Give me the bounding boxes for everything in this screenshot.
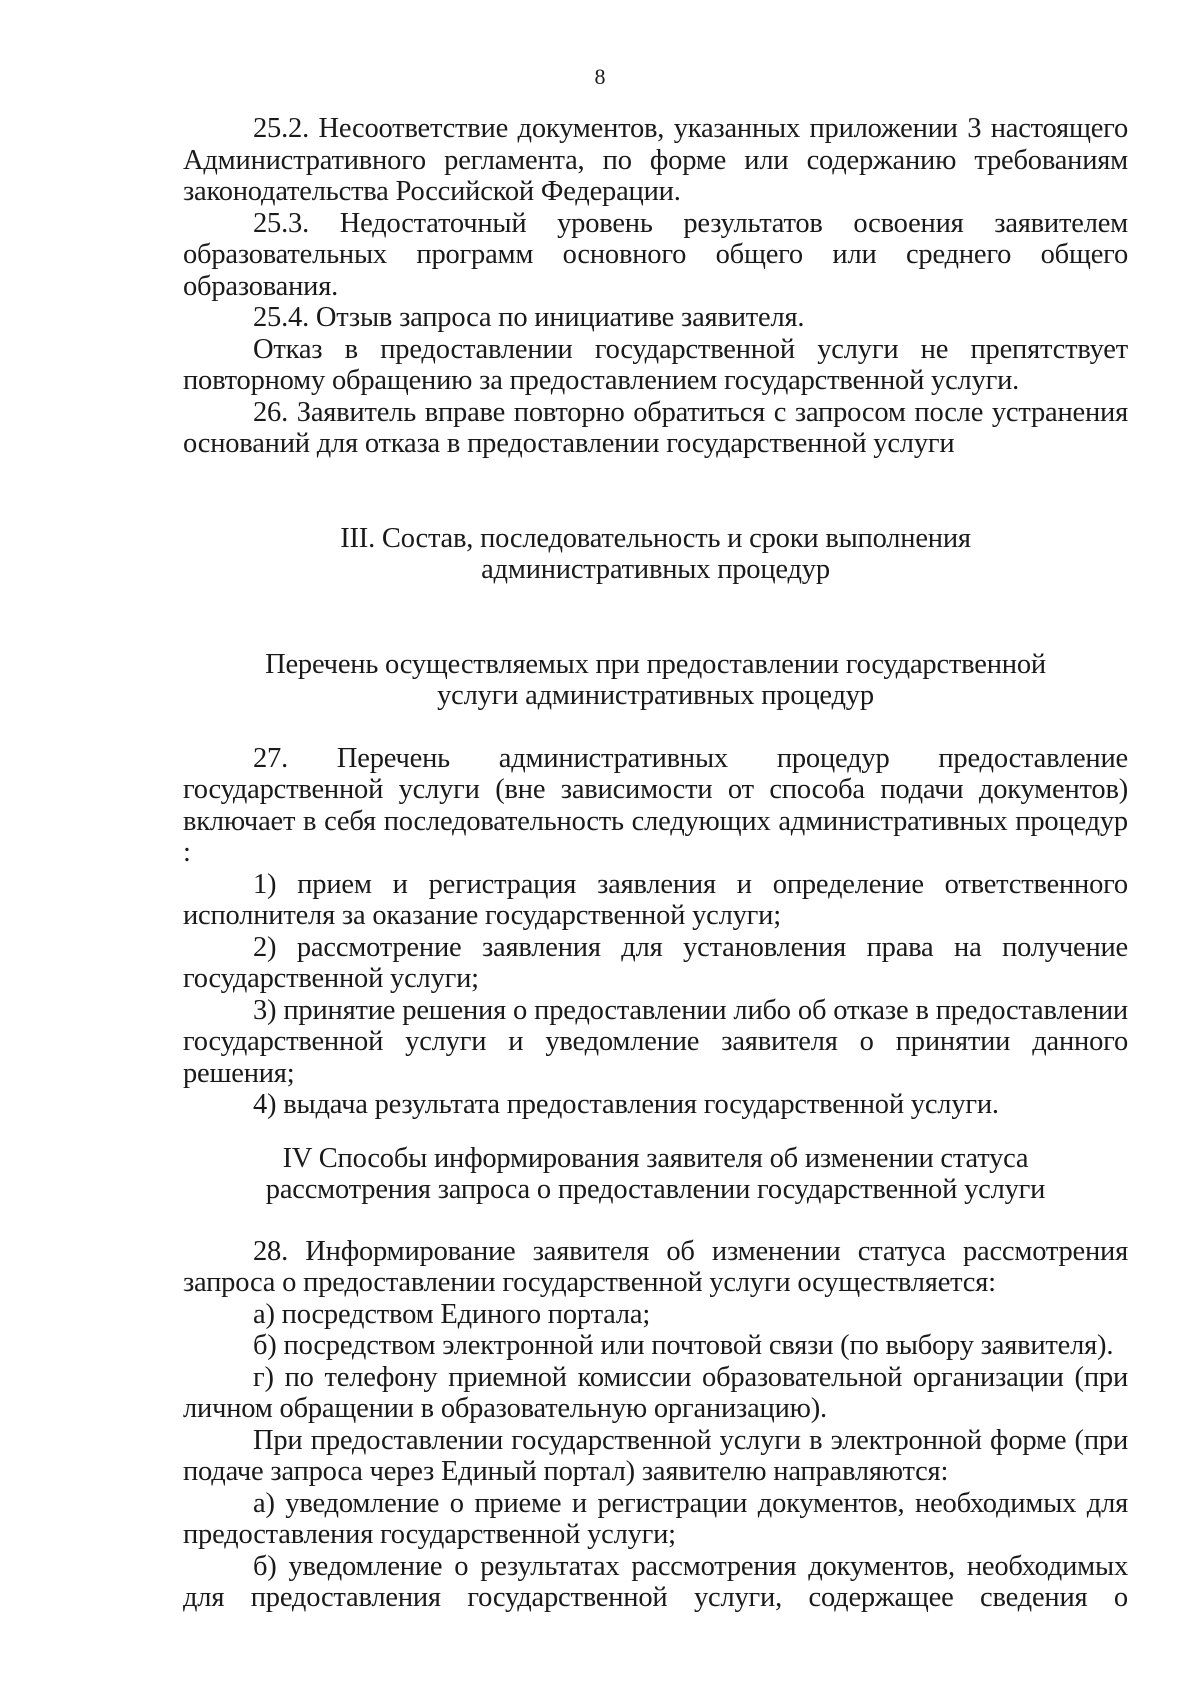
paragraph-27: 27. Перечень административных процедур предоставление государственной услуги (вне зависимости от способа подачи документов) включает в себя последовательность следующих административных процедур : [183,742,1128,868]
spacer [183,712,1128,743]
spacer [183,460,1128,523]
list-item-3: 3) принятие решения о предоставлении либо об отказе в предоставлении государственной услуги и уведомление заявителя о принятии данного решения; [183,994,1128,1089]
paragraph-25-3: 25.3. Недостаточный уровень результатов освоения заявителем образовательных программ основного общего или среднего общего образования. [183,207,1128,302]
list-item-a: а) посредством Единого портала; [253,1298,651,1330]
spacer [183,586,1128,649]
paragraph-electronic-form: При предоставлении государственной услуги в электронной форме (при подаче запроса через Единый портал) заявителю направляются: [183,1424,1128,1487]
page-number: 8 [594,64,606,89]
list-item-4: 4) выдача результата предоставления государственной услуги. [253,1089,999,1120]
document-body [183,113,1128,1614]
section-4-heading-line-2: рассмотрения запроса о предоставлении государственной услуги [265,1174,1046,1205]
section-3-heading-line-2: административных процедур [481,554,830,585]
paragraph-25-2: 25.2. Несоответствие документов, указанных приложении 3 настоящего Административного регламента, по форме или содержанию требованиям законодательства Российской Федерации. [183,113,1128,207]
list-item-1: 1) прием и регистрация заявления и определение ответственного исполнителя за оказание государственной услуги; [183,868,1128,931]
notification-item-b: б) уведомление о результатах рассмотрения документов, необходимых для предоставления государственной услуги, содержащее сведения о [183,1550,1128,1613]
paragraph-26: 26. Заявитель вправе повторно обратиться с запросом после устранения оснований для отказа в предоставлении государственной услуги [183,396,1128,459]
paragraph-25-4: 25.4. Отзыв запроса по инициативе заявителя. [253,302,805,333]
section-4-heading [183,1143,1128,1206]
list-item-g: г) по телефону приемной комиссии образовательной организации (при личном обращении в образовательную организацию). [183,1361,1128,1424]
notification-item-a: а) уведомление о приеме и регистрации документов, необходимых для предоставления государственной услуги; [183,1487,1128,1550]
paragraph-refusal-note: Отказ в предоставлении государственной услуги не препятствует повторному обращению за предоставлением государственной услуги. [183,333,1128,396]
section-4-heading-line-1: IV Способы информирования заявителя об изменении статуса [282,1142,1029,1174]
list-item-b: б) посредством электронной или почтовой связи (по выбору заявителя). [253,1330,1114,1361]
spacer [183,1121,1128,1143]
list-item-2: 2) рассмотрение заявления для установления права на получение государственной услуги; [183,931,1128,994]
spacer [183,1206,1128,1236]
subsection-heading-line-2: услуги административных процедур [437,680,874,711]
paragraph-28: 28. Информирование заявителя об изменении статуса рассмотрения запроса о предоставлении государственной услуги осуществляется: [183,1235,1128,1298]
section-3-heading-line-1: III. Состав, последовательность и сроки выполнения [340,522,971,554]
subsection-heading-line-1: Перечень осуществляемых при предоставлении государственной [265,648,1046,680]
section-3-heading [183,523,1128,586]
subsection-heading [183,649,1128,712]
